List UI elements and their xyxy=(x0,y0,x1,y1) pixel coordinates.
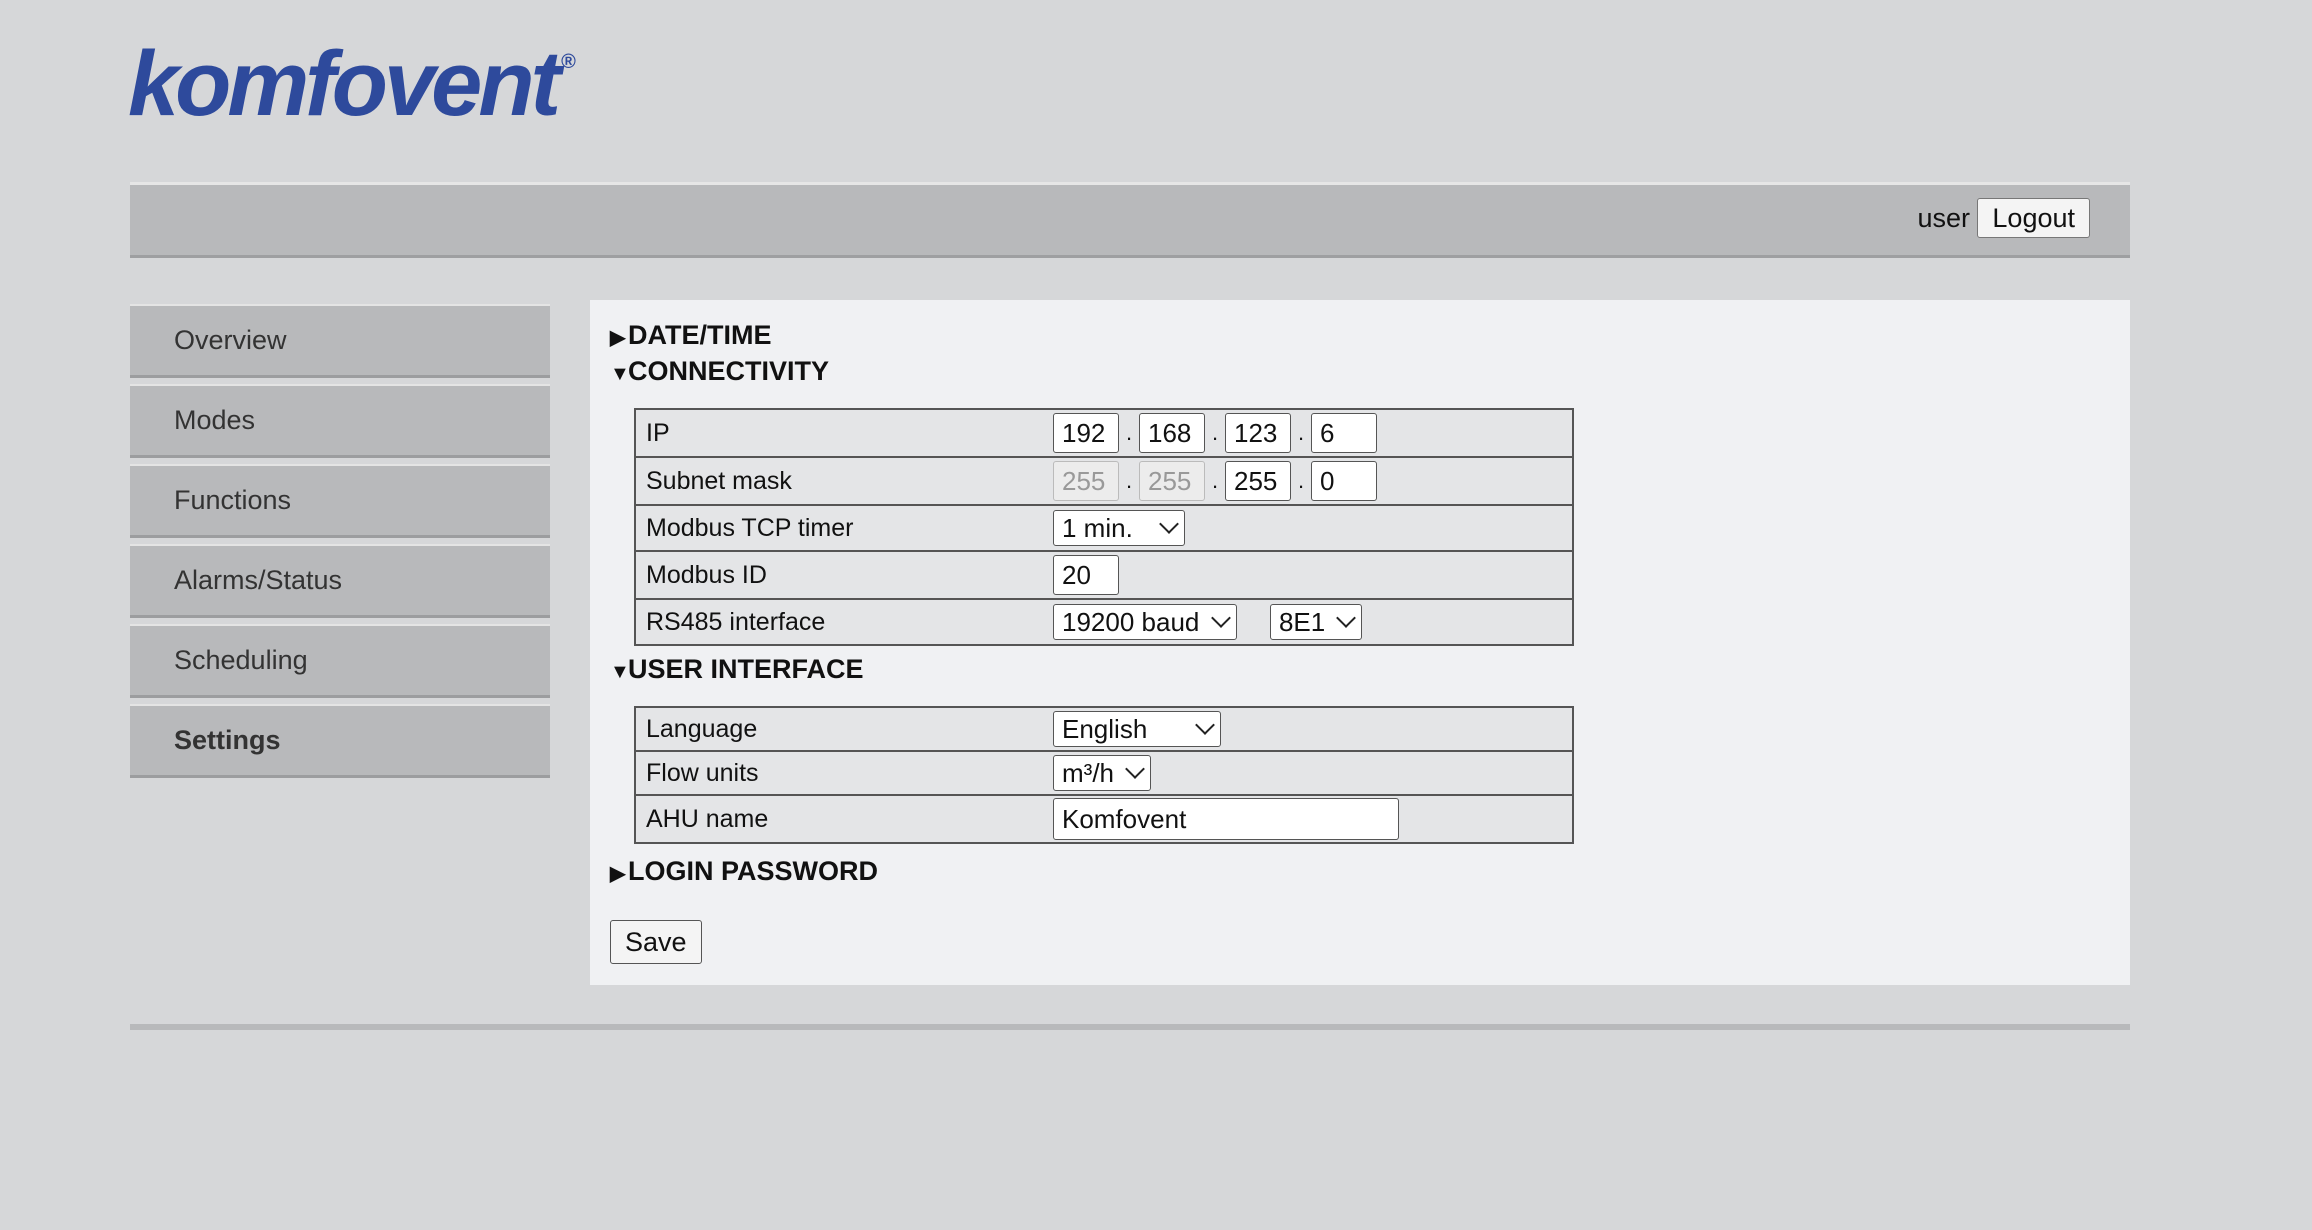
section-user-interface-toggle[interactable]: ▼USER INTERFACE xyxy=(610,654,864,684)
rs485-baud-select[interactable]: 19200 baud xyxy=(1053,604,1237,640)
modbus-id-label: Modbus ID xyxy=(635,551,1043,599)
table-row xyxy=(635,707,1573,751)
tcp-timer-label: Modbus TCP timer xyxy=(635,505,1043,551)
chevron-down-icon xyxy=(1195,715,1215,735)
subnet-octet-1: 255 xyxy=(1053,461,1119,501)
save-button[interactable]: Save xyxy=(610,920,702,964)
ahu-name-label: AHU name xyxy=(635,795,1043,843)
flow-units-select[interactable]: m³/h xyxy=(1053,755,1151,791)
komfovent-logo: komfovent ® xyxy=(128,33,576,135)
chevron-down-icon xyxy=(1125,759,1145,779)
table-row xyxy=(635,795,1573,843)
ip-octet-4[interactable]: 6 xyxy=(1311,413,1377,453)
triangle-down-icon: ▼ xyxy=(610,363,630,385)
language-select[interactable]: English xyxy=(1053,711,1221,747)
modbus-id-input[interactable]: 20 xyxy=(1053,555,1119,595)
table-row xyxy=(635,751,1573,795)
subnet-label: Subnet mask xyxy=(635,457,1043,505)
user-name: user xyxy=(1917,203,1970,233)
triangle-right-icon: ▶ xyxy=(610,327,626,349)
table-row xyxy=(635,551,1573,599)
flow-units-label: Flow units xyxy=(635,751,1043,795)
table-row xyxy=(635,599,1573,645)
user-interface-table xyxy=(634,706,1574,844)
table-row: Subnet mask 255 . 255 . 255 . 0 xyxy=(635,457,1573,505)
sidebar-item-alarms-status[interactable]: Alarms/Status xyxy=(130,544,550,618)
chevron-down-icon xyxy=(1211,608,1231,628)
rs485-format-select[interactable]: 8E1 xyxy=(1270,604,1362,640)
connectivity-table xyxy=(634,408,1574,646)
triangle-right-icon: ▶ xyxy=(610,863,626,885)
sidebar-item-overview[interactable]: Overview xyxy=(130,304,550,378)
table-row: IP 192 . 168 . 123 . 6 xyxy=(635,409,1573,457)
top-bar xyxy=(130,182,2130,258)
settings-panel xyxy=(590,300,2130,985)
subnet-octet-3[interactable]: 255 xyxy=(1225,461,1291,501)
rs485-label: RS485 interface xyxy=(635,599,1043,645)
section-login-password-toggle[interactable]: ▶LOGIN PASSWORD xyxy=(610,856,879,886)
language-label: Language xyxy=(635,707,1043,751)
subnet-octet-2: 255 xyxy=(1139,461,1205,501)
subnet-octet-4[interactable]: 0 xyxy=(1311,461,1377,501)
sidebar-item-modes[interactable]: Modes xyxy=(130,384,550,458)
chevron-down-icon xyxy=(1159,514,1179,534)
section-datetime-toggle[interactable]: ▶DATE/TIME xyxy=(610,320,772,350)
sidebar-item-settings[interactable]: Settings xyxy=(130,704,550,778)
chevron-down-icon xyxy=(1336,608,1356,628)
ip-label: IP xyxy=(635,409,1043,457)
sidebar-nav xyxy=(130,304,550,784)
sidebar-item-scheduling[interactable]: Scheduling xyxy=(130,624,550,698)
ip-octet-2[interactable]: 168 xyxy=(1139,413,1205,453)
sidebar-item-functions[interactable]: Functions xyxy=(130,464,550,538)
section-connectivity-toggle[interactable]: ▼CONNECTIVITY xyxy=(610,356,830,386)
triangle-down-icon: ▼ xyxy=(610,661,630,683)
ip-octet-1[interactable]: 192 xyxy=(1053,413,1119,453)
ip-octet-3[interactable]: 123 xyxy=(1225,413,1291,453)
ahu-name-input[interactable]: Komfovent xyxy=(1053,798,1399,840)
table-row xyxy=(635,505,1573,551)
footer-divider xyxy=(130,1024,2130,1030)
logout-button[interactable]: Logout xyxy=(1977,198,2090,238)
tcp-timer-select[interactable]: 1 min. xyxy=(1053,510,1185,546)
